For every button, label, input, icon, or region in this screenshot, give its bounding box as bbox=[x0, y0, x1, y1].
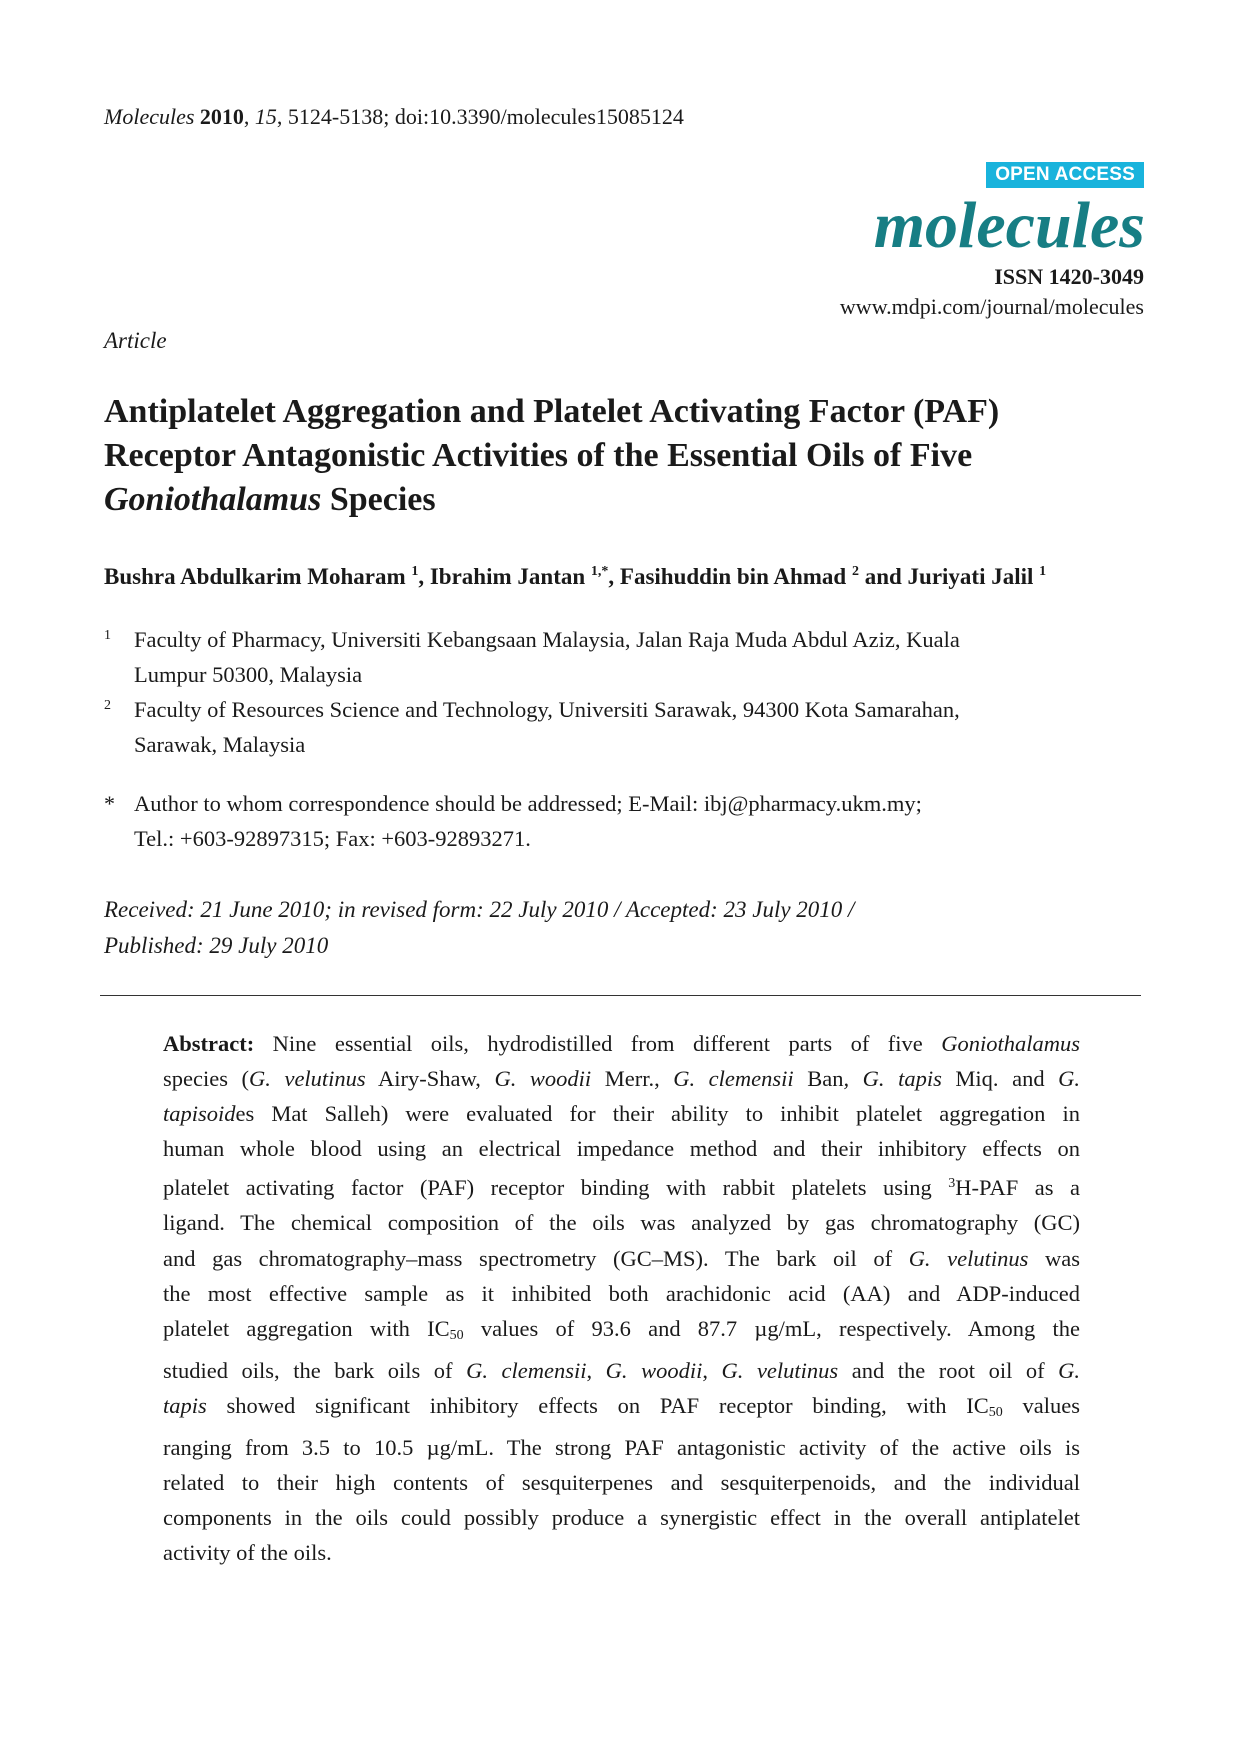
author-name: Bushra Abdulkarim Moharam bbox=[104, 564, 406, 589]
dates-line: Published: 29 July 2010 bbox=[104, 933, 329, 958]
author-name: Fasihuddin bin Ahmad bbox=[619, 564, 847, 589]
journal-name: Molecules bbox=[104, 104, 195, 129]
author-affiliation-mark: 1 bbox=[1039, 564, 1047, 579]
abstract-line: ligand. The chemical composition of the oils was analyzed by gas chromatography (GC) bbox=[163, 1210, 1080, 1236]
correspondence bbox=[104, 786, 1104, 856]
abstract-line: human whole blood using an electrical impedance method and their inhibitory effects on bbox=[163, 1136, 1080, 1162]
abstract-line: Abstract: Nine essential oils, hydrodistilled from different parts of five Goniothalamus bbox=[163, 1031, 1080, 1056]
author-affiliation-mark: 1,* bbox=[590, 564, 609, 579]
author-name: Ibrahim Jantan bbox=[429, 564, 586, 589]
abstract-line: components in the oils could possibly produce a synergistic effect in the overall antiplatelet bbox=[163, 1505, 1080, 1531]
open-access-badge: OPEN ACCESS bbox=[986, 162, 1144, 188]
affiliation-number: 2 bbox=[104, 698, 111, 713]
abstract-line: platelet activating factor (PAF) receptor binding with rabbit platelets using $^3$H-PAF as a bbox=[163, 1175, 1080, 1201]
article-type: Article bbox=[104, 328, 167, 353]
affiliation-line: Sarawak, Malaysia bbox=[134, 732, 306, 757]
article-title bbox=[104, 390, 1144, 522]
citation-line: Molecules 2010, 15, 5124-5138; doi:10.3390/molecules15085124 bbox=[104, 104, 684, 129]
correspondence-marker: * bbox=[104, 791, 115, 816]
abstract-line: studied oils, the bark oils of G. clemensii, G. woodii, G. velutinus and the root oil of G. bbox=[163, 1357, 1081, 1383]
abstract-line: ranging from 3.5 to 10.5 µg/mL. The strong PAF antagonistic activity of the active oils is bbox=[163, 1435, 1080, 1461]
publication-dates bbox=[104, 892, 854, 964]
affiliation-number: 1 bbox=[104, 628, 111, 643]
citation-volume: 15 bbox=[254, 104, 277, 129]
issn: ISSN 1420-3049 bbox=[994, 264, 1144, 289]
affiliation-1 bbox=[104, 622, 1104, 692]
abstract-line: species (G. velutinus Airy-Shaw, G. woodii Merr., G. clemensii Ban, G. tapis Miq. and G. bbox=[163, 1066, 1080, 1092]
abstract bbox=[163, 1026, 1080, 1570]
author-affiliation-mark: 2 bbox=[851, 564, 859, 579]
correspondence-line: Author to whom correspondence should be addressed; E-Mail: ibj@pharmacy.ukm.my; bbox=[134, 791, 922, 816]
abstract-line: tapisoides Mat Salleh) were evaluated for their ability to inhibit platelet aggregation in bbox=[163, 1101, 1080, 1127]
dates-line: Received: 21 June 2010; in revised form: 22 July 2010 / Accepted: 23 July 2010 / bbox=[104, 897, 855, 922]
abstract-label: Abstract: bbox=[163, 1031, 255, 1056]
journal-logo: molecules bbox=[873, 189, 1145, 262]
author-affiliation-mark: 1 bbox=[411, 564, 419, 579]
journal-url[interactable]: www.mdpi.com/journal/molecules bbox=[839, 294, 1144, 319]
abstract-line: tapis showed significant inhibitory effects on PAF receptor binding, with $IC_{50}$ values bbox=[163, 1392, 1080, 1420]
abstract-line: related to their high contents of sesquiterpenes and sesquiterpenoids, and the individual bbox=[163, 1470, 1080, 1496]
title-line-3: Goniothalamus Species bbox=[104, 481, 436, 518]
title-genus: Goniothalamus bbox=[104, 481, 322, 518]
affiliation-line: Faculty of Pharmacy, Universiti Kebangsaan Malaysia, Jalan Raja Muda Abdul Aziz, Kuala bbox=[134, 627, 960, 652]
citation-pages-doi: , 5124-5138; doi:10.3390/molecules15085124 bbox=[276, 104, 684, 129]
affiliation-line: Lumpur 50300, Malaysia bbox=[134, 662, 363, 687]
title-line-1: Antiplatelet Aggregation and Platelet Activating Factor (PAF) bbox=[104, 393, 1000, 430]
abstract-line: and gas chromatography–mass spectrometry (GC–MS). The bark oil of G. velutinus was bbox=[163, 1245, 1080, 1271]
author-name: Juriyati Jalil bbox=[907, 564, 1034, 589]
citation-year: 2010 bbox=[199, 104, 244, 129]
correspondence-line: Tel.: +603-92897315; Fax: +603-92893271. bbox=[134, 826, 531, 851]
affiliation-line: Faculty of Resources Science and Technology, Universiti Sarawak, 94300 Kota Samarahan, bbox=[134, 697, 960, 722]
abstract-line: platelet aggregation with $IC_{50}$ values of 93.6 and 87.7 µg/mL, respectively. Among the bbox=[163, 1315, 1081, 1343]
abstract-line: the most effective sample as it inhibited both arachidonic acid (AA) and ADP-induced bbox=[163, 1280, 1080, 1306]
abstract-line: activity of the oils. bbox=[163, 1540, 332, 1566]
affiliation-2 bbox=[104, 692, 1104, 762]
title-line-2: Receptor Antagonistic Activities of the Essential Oils of Five bbox=[104, 437, 973, 474]
author-list: Bushra Abdulkarim Moharam $^1$, Ibrahim Jantan $^{1,*}$, Fasihuddin bin Ahmad $^2$ and Juriyati Jalil $^1$ bbox=[104, 564, 1047, 589]
section-divider bbox=[100, 995, 1141, 996]
